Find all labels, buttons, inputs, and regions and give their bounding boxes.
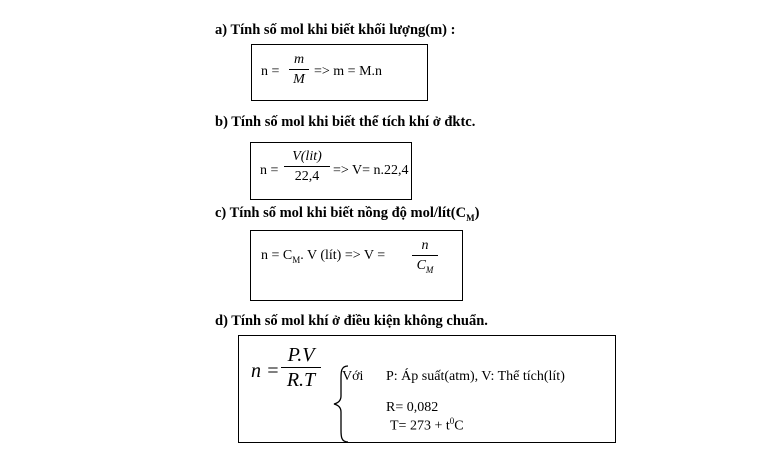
formula-c-fraction bbox=[412, 237, 438, 279]
fraction-bar bbox=[284, 166, 330, 167]
formula-b-result: => V= n.22,4 bbox=[333, 163, 409, 178]
formula-box-d bbox=[238, 335, 616, 443]
formula-d-fraction bbox=[281, 344, 321, 391]
formula-c-den-main: C bbox=[416, 258, 426, 273]
formula-c-n-sub: M bbox=[292, 254, 301, 265]
formula-c-den-sub: M bbox=[425, 264, 434, 275]
heading-d: d) Tính số mol khí ở điều kiện không chuẩn. bbox=[215, 313, 488, 329]
formula-c-numerator: n bbox=[421, 238, 429, 253]
fraction-bar bbox=[412, 255, 438, 256]
formula-d-line3 bbox=[390, 416, 464, 435]
formula-b-denominator: 22,4 bbox=[294, 169, 320, 184]
formula-b-numerator: V(lit) bbox=[292, 149, 322, 164]
heading-c-close: ) bbox=[474, 205, 480, 221]
formula-box-b bbox=[250, 142, 412, 200]
formula-d-lhs: n = bbox=[251, 360, 280, 382]
formula-d-line3-prefix: T= 273 + t bbox=[390, 418, 450, 434]
formula-box-a bbox=[251, 44, 428, 101]
heading-c bbox=[215, 205, 479, 223]
formula-a-fraction bbox=[289, 51, 309, 88]
formula-d-voi: Với bbox=[342, 369, 364, 384]
formula-a-result: => m = M.n bbox=[314, 64, 383, 79]
heading-b: b) Tính số mol khi biết thể tích khí ở đktc. bbox=[215, 114, 476, 130]
fraction-bar bbox=[281, 367, 321, 368]
formula-a-lhs: n = bbox=[261, 64, 280, 79]
formula-c-lhs bbox=[261, 248, 385, 265]
formula-b-lhs: n = bbox=[260, 163, 279, 178]
formula-a-numerator: m bbox=[293, 52, 305, 67]
heading-c-main: c) Tính số mol khi biết nồng độ mol/lít(C bbox=[215, 205, 467, 221]
formula-a-denominator: M bbox=[293, 72, 305, 87]
fraction-bar bbox=[289, 69, 309, 70]
formula-d-numerator: P.V bbox=[287, 344, 315, 366]
formula-c-n: n = C bbox=[261, 248, 293, 263]
formula-d-line1: P: Áp suất(atm), V: Thể tích(lít) bbox=[386, 369, 565, 384]
formula-c-denominator bbox=[417, 257, 434, 279]
formula-d-line2: R= 0,082 bbox=[386, 400, 439, 415]
formula-c-mid: . V (lít) => V = bbox=[300, 248, 386, 263]
formula-box-c bbox=[250, 230, 463, 301]
formula-d-line3-sup: 0 bbox=[449, 416, 455, 426]
formula-d-denominator: R.T bbox=[286, 369, 316, 391]
heading-a: a) Tính số mol khi biết khối lượng(m) : bbox=[215, 22, 456, 38]
formula-d-line3-suffix: C bbox=[454, 418, 464, 434]
heading-c-sub: M bbox=[466, 212, 475, 223]
formula-b-fraction bbox=[284, 148, 330, 185]
